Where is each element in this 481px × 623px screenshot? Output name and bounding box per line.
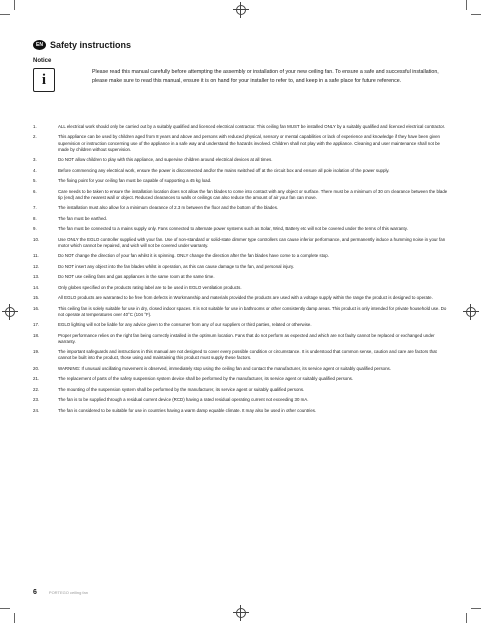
registration-mark-bottom [235,607,247,619]
list-item [33,168,448,174]
crop-mark [14,0,15,10]
list-item-text: The installation must also allow for a minimum clearance of 2.3 m between the floor and the bottom of the blades. [58,205,279,211]
crop-mark [0,14,10,15]
footer-text: PORTEGO ceiling fan [48,590,88,595]
list-item-number: 9. [33,226,37,232]
info-icon: i [33,68,55,92]
list-item-number: 21. [33,376,40,382]
list-item [33,322,448,328]
list-item-number: 1. [33,124,37,129]
list-item-text: Care needs to be taken to ensure the installation location does not allow the fan blades to come into contact with any object or surface. There must be a minimum of 30 cm clearance between the blade tip (end) and the nearest wall or object. Reduced clearances to walls or ceilings can also reduce the amount of air your fan can move. [58,188,448,200]
section-header [33,40,131,50]
list-item-text: WARNING: If unusual oscillating movement is observed, immediately stop using the ceiling fan and contact the manufacturer, its service agent or suitably qualified persons. [58,365,391,371]
list-item [33,124,448,130]
list-item-number: 4. [33,167,37,173]
list-item [33,216,448,222]
list-item [33,264,448,270]
list-item-text: Do NOT use ceiling fans and gas appliances in the same room at the same time. [58,274,215,280]
list-item-number: 2. [33,134,37,140]
list-item-number: 8. [33,215,37,221]
list-item [33,226,448,232]
notice-intro: Please read this manual carefully before attempting the assembly or installation of your new ceiling fan. To ensure a safe and successful installation, please make sure to read this manual, ensure it is on hand for your installer to refer to, and keep in a safe place for future reference. [92,69,439,84]
language-badge: EN [33,40,46,50]
list-item-text: The fan is to be supplied through a residual current device (RCD) having a rated residual operating current not exceeding 30 mA. [58,397,309,403]
list-item [33,178,448,184]
safety-list [33,124,448,418]
list-item-number: 15. [33,295,40,301]
list-item-number: 12. [33,263,40,269]
page-number: 6 [33,589,37,596]
list-item-number: 16. [33,305,40,311]
list-item-text: Proper performance relies on the right fan being correctly installed in the optimum location. Fans that do not perform as expected and which are not faulty cannot be replaced or exchanged under warranty. [58,332,435,344]
list-item [33,274,448,280]
list-item-number: 5. [33,178,37,184]
list-item-number: 10. [33,236,40,242]
list-item [33,387,448,393]
list-item-text: This appliance can be used by children aged from 8 years and above and persons with reduced physical, sensory or mental capabilities or lack of experience and knowledge if they have been given supervision or instruction concerning use of the appliance in a safe way and understand the hazards involved. Children shall not play with the appliance. Cleaning and user maintenance shall not be made by children without supervision. [58,134,440,152]
list-item [33,134,448,152]
list-item-text: All EGLO products are warranted to be free from defects in Workmanship and materials provided the products are used with a voltage supply within the range the product is designed to operate. [58,295,433,301]
list-item-text: EGLO lighting will not be liable for any advice given to the consumer from any of our suppliers or third parties, related or otherwise. [58,322,312,328]
crop-mark [466,613,467,623]
list-item [33,237,448,249]
list-item [33,366,448,372]
list-item-text: Use ONLY the EGLO controller supplied with your fan. Use of non-standard or solid-state dimmer type controllers can cause inferior performance, and permanently induce a humming noise in your fan motor which cannot be repaired, and wich will not be covered under warranty. [58,236,446,248]
list-item-text: The important safeguards and instructions in this manual are not designed to cover every possible condition or circumstance. It is understood that common sense, caution and care are factors that cannot be built into the product, those using and maintaining this product must supply these factors. [58,349,437,361]
list-item-number: 19. [33,349,40,355]
registration-mark-top [235,4,247,16]
list-item-number: 22. [33,386,40,392]
registration-mark-left [4,306,16,318]
list-item-text: ALL electrical work should only be carried out by a suitably qualified and licenced electrical contractor. This ceiling fan MUST be installed ONLY by a suitably qualified and licenced electrical contractor. [58,124,446,129]
list-item-text: Do NOT insert any object into the fan blades whilst in operation, as this can cause damage to the fan, and personal injury. [58,263,295,269]
list-item-text: The replacement of parts of the safety suspension system device shall be performed by the manufacturer, its service agent or suitably qualified persons. [58,376,354,382]
list-item [33,349,448,361]
list-item-number: 14. [33,284,40,290]
list-item-text: Only globes specified on the products rating label are to be used in EGLO ventilation products. [58,284,242,290]
list-item-text: This ceiling fan is solely suitable for use in dry, closed indoor spaces. It is not suitable for use in bathrooms or other consistently damp areas. This product is only intended for private household use. Do not operate at temperatures over 40°C (104 °F). [58,305,447,317]
list-item-text: Do NOT change the direction of your fan whilst it is spinning. ONLY change the direction after the fan blades have come to a complete stop. [58,253,329,259]
list-item [33,408,448,414]
list-item [33,333,448,345]
registration-mark-right [465,306,477,318]
list-item-number: 11. [33,253,39,259]
list-item-number: 13. [33,274,40,280]
list-item-text: Before commencing any electrical work, ensure the power is disconnected and/or the mains switched off at the circuit box and ensure all pole isolation of the power supply. [58,167,390,173]
page-footer [33,589,88,596]
list-item-number: 20. [33,365,40,371]
list-item [33,376,448,382]
list-item-number: 6. [33,188,37,194]
list-item-number: 17. [33,322,40,328]
crop-mark [471,14,481,15]
list-item-number: 24. [33,407,40,413]
list-item-number: 7. [33,205,37,211]
list-item [33,189,448,201]
crop-mark [0,608,10,609]
list-item-text: The fixing point for your ceiling fan must be capable of supporting a 45 kg load. [58,178,212,184]
notice-heading: Notice [33,58,52,64]
page-title: Safety instructions [50,40,132,50]
list-item-text: The mounting of the suspension system shall be performed by the manufacturer, its service agent or suitably qualified persons. [58,386,305,392]
list-item-number: 23. [33,397,40,403]
list-item-text: The fan is considered to be suitable for use in countries having a warm damp equable climate. It may also be used in other countries. [58,407,317,413]
list-item-text: The fan must be connected to a mains supply only. Fans connected to alternate power systems such as Solar, Wind, Battery etc will not be covered under the terms of this warranty. [58,226,408,232]
list-item [33,295,448,301]
list-item [33,285,448,291]
list-item [33,157,448,163]
crop-mark [466,0,467,10]
crop-mark [14,613,15,623]
list-item-text: The fan must be earthed. [58,215,108,221]
list-item [33,306,448,318]
list-item [33,397,448,403]
crop-mark [471,608,481,609]
list-item-text: Do NOT allow children to play with this appliance, and supervise children around electrical devices at all times. [58,157,273,163]
list-item-number: 3. [33,157,37,163]
list-item-number: 18. [33,332,40,338]
list-item [33,253,448,259]
list-item [33,205,448,211]
